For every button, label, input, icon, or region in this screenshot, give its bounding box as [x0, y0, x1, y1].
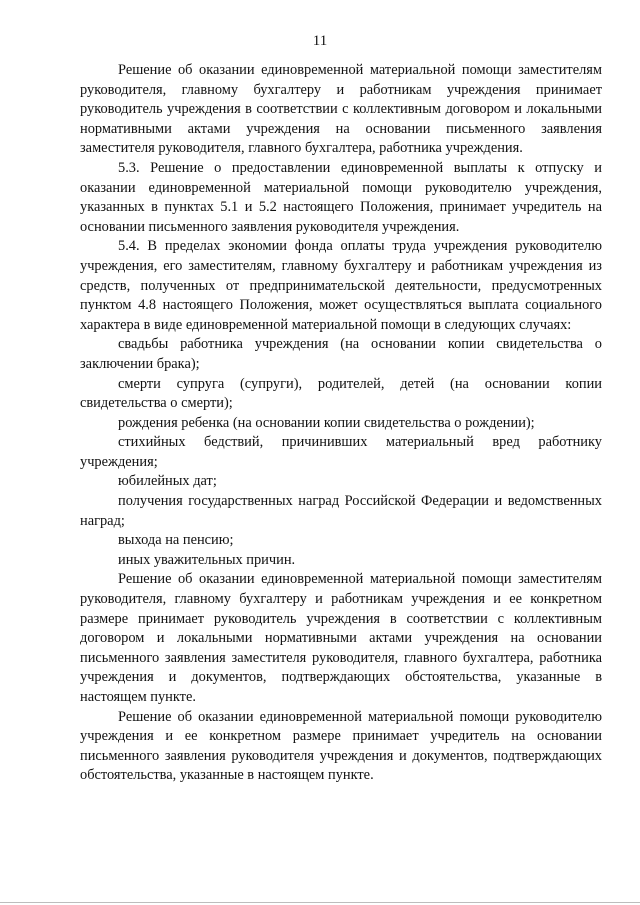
list-item-death: смерти супруга (супруги), родителей, детей (на основании копии свидетельства о смерти); — [80, 375, 602, 412]
paragraph-decision-amount-head: Решение об оказании единовременной материальной помощи руководителю учреждения и ее конкретном размере принимает учредитель на основании письменного заявления руководителя учреждения и документов, подтверждающих обстоятельства, указанные в настоящем пункте. — [80, 708, 602, 784]
scan-bottom-edge — [0, 902, 640, 903]
paragraph-decision-amount-deputies: Решение об оказании единовременной материальной помощи заместителям руководителя, главному бухгалтеру и работникам учреждения и ее конкретном размере принимает руководитель учреждения в соответствии с коллективным договором и локальными нормативными актами учреждения на основании письменного заявления заместителя руководителя, главного бухгалтера, работника учреждения и документов, подтверждающих обстоятельства, указанные в настоящем пункте. — [80, 571, 602, 705]
list-item-other-reasons: иных уважительных причин. — [118, 551, 296, 568]
list-item-wedding: свадьбы работника учреждения (на основании копии свидетельства о заключении брака); — [80, 336, 602, 372]
list-item-awards: получения государственных наград Российской Федерации и ведомственных наград; — [80, 493, 602, 529]
list-item-retirement: выхода на пенсию; — [118, 532, 234, 549]
document-body — [80, 61, 602, 786]
paragraph-decision-deputies: Решение об оказании единовременной материальной помощи заместителям руководителя, главному бухгалтеру и работникам учреждения принимает руководитель учреждения в соответствии с коллективным договором и локальными нормативными актами учреждения на основании письменного заявления заместителя руководителя, главного бухгалтера, работника учреждения. — [80, 62, 602, 157]
list-item-disaster: стихийных бедствий, причинивших материальный вред работнику учреждения; — [80, 434, 602, 470]
list-item-anniversary: юбилейных дат; — [118, 473, 217, 490]
page-number: 11 — [312, 33, 328, 49]
paragraph-5-3: 5.3. Решение о предоставлении единовременной выплаты к отпуску и оказании единовременной материальной помощи руководителю учреждения, указанных в пунктах 5.1 и 5.2 настоящего Положения, принимает учредитель на основании письменного заявления руководителя учреждения. — [80, 159, 602, 235]
paragraph-5-4: 5.4. В пределах экономии фонда оплаты труда учреждения руководителю учреждения, его заместителям, главному бухгалтеру и работникам учреждения из средств, полученных от предпринимательской деятельности, предусмотренных пунктом 4.8 настоящего Положения, может осуществляться выплата социального характера в виде единовременной материальной помощи в следующих случаях: — [80, 238, 602, 333]
list-item-birth: рождения ребенка (на основании копии свидетельства о рождении); — [118, 414, 535, 431]
